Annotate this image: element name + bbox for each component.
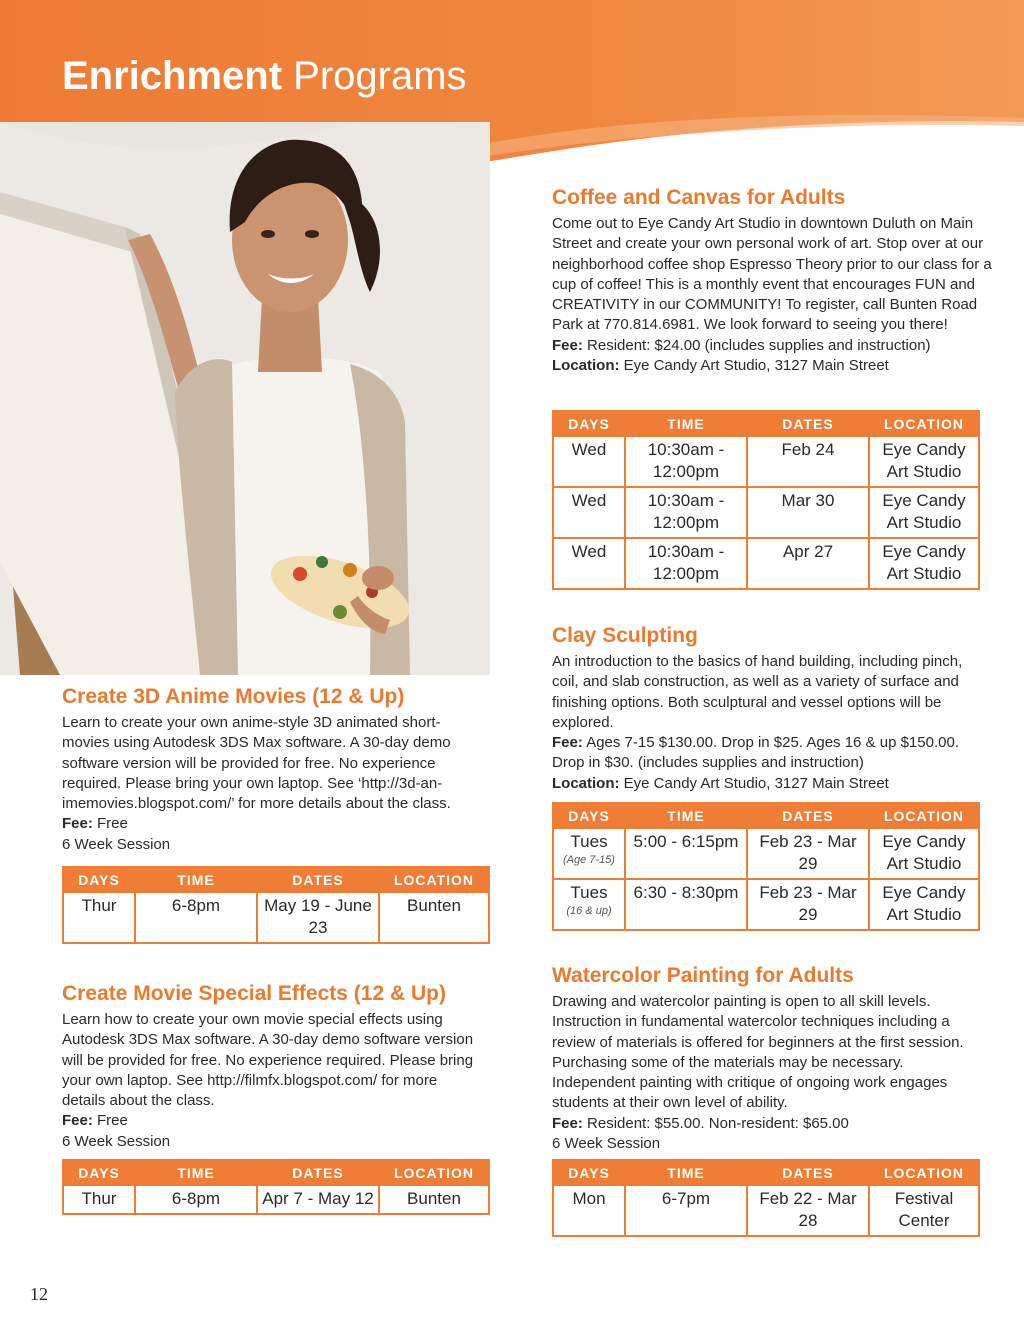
cell-days-note: (16 & up)	[566, 905, 612, 917]
cell-time: 6-8pm	[135, 1185, 257, 1214]
column-header-dates: DATES	[747, 803, 869, 828]
location-label: Location:	[552, 774, 620, 792]
fee-label: Fee:	[552, 734, 583, 752]
coffee-canvas-location	[552, 356, 992, 376]
clay-sculpting-location	[552, 774, 992, 794]
location-value: Eye Candy Art Studio, 3127 Main Street	[623, 774, 889, 792]
cell-location: Eye Candy Art Studio	[869, 828, 979, 879]
table-header-row	[63, 867, 489, 892]
special-effects-schedule-table	[62, 1159, 490, 1215]
fee-value: Free	[97, 815, 128, 833]
clay-sculpting-section	[552, 623, 992, 794]
column-header-location: LOCATION	[869, 1160, 979, 1185]
fee-value: Free	[97, 1112, 128, 1130]
cell-time: 5:00 - 6:15pm	[625, 828, 747, 879]
location-value: Eye Candy Art Studio, 3127 Main Street	[623, 357, 889, 375]
cell-location: Bunten	[379, 892, 489, 943]
watercolor-fee	[552, 1114, 982, 1134]
column-header-location: LOCATION	[379, 1160, 489, 1185]
cell-time: 6-7pm	[625, 1185, 747, 1236]
column-header-location: LOCATION	[379, 867, 489, 892]
table-row	[553, 436, 979, 487]
column-header-time: TIME	[135, 867, 257, 892]
page-title-bold: Enrichment	[62, 54, 283, 98]
table-header-row	[63, 1160, 489, 1185]
table-row	[553, 538, 979, 589]
cell-days: Wed	[553, 487, 625, 538]
cell-days: Mon	[553, 1185, 625, 1236]
table-row	[553, 487, 979, 538]
cell-dates: Mar 30	[747, 487, 869, 538]
coffee-canvas-title: Coffee and Canvas for Adults	[552, 186, 846, 209]
column-header-time: TIME	[625, 1160, 747, 1185]
special-effects-description: Learn how to create your own movie special effects using Autodesk 3DS Max software. A 30-day demo software version will be provided for free. No experience required. Please bring your own laptop. See http://filmfx.blogspot.com/ for more details about the class.	[62, 1011, 474, 1110]
column-header-location: LOCATION	[869, 411, 979, 436]
column-header-days: DAYS	[553, 803, 625, 828]
cell-time: 6:30 - 8:30pm	[625, 879, 747, 930]
clay-sculpting-schedule-table	[552, 802, 980, 931]
column-header-days: DAYS	[553, 411, 625, 436]
column-header-time: TIME	[135, 1160, 257, 1185]
cell-location: Eye Candy Art Studio	[869, 436, 979, 487]
cell-dates: Feb 24	[747, 436, 869, 487]
cell-location: Eye Candy Art Studio	[869, 538, 979, 589]
clay-sculpting-description: An introduction to the basics of hand building, including pinch, coil, and slab construction, as well as a variety of surface and finishing options. Both sculptural and vessel options will be explored.	[552, 653, 963, 731]
fee-label: Fee:	[552, 1114, 583, 1132]
fee-label: Fee:	[552, 336, 583, 354]
watercolor-section	[552, 963, 982, 1154]
cell-days-value: Tues	[570, 832, 608, 851]
column-header-days: DAYS	[553, 1160, 625, 1185]
cell-location: Eye Candy Art Studio	[869, 879, 979, 930]
watercolor-session: 6 Week Session	[552, 1135, 661, 1153]
cell-dates: Apr 7 - May 12	[257, 1185, 379, 1214]
cell-dates: Feb 22 - Mar 28	[747, 1185, 869, 1236]
page-number: 12	[30, 1284, 48, 1304]
cell-location: Festival Center	[869, 1185, 979, 1236]
column-header-dates: DATES	[257, 867, 379, 892]
table-header-row	[553, 803, 979, 828]
coffee-canvas-schedule-table	[552, 410, 980, 590]
column-header-dates: DATES	[257, 1160, 379, 1185]
column-header-time: TIME	[625, 411, 747, 436]
cell-days: Wed	[553, 436, 625, 487]
clay-sculpting-fee	[552, 733, 992, 774]
special-effects-fee	[62, 1111, 498, 1131]
fee-value: Resident: $55.00. Non-resident: $65.00	[587, 1114, 849, 1132]
cell-days	[553, 828, 625, 879]
column-header-time: TIME	[625, 803, 747, 828]
watercolor-schedule-table	[552, 1159, 980, 1237]
table-header-row	[553, 1160, 979, 1185]
cell-days	[553, 879, 625, 930]
page-title	[62, 52, 467, 100]
special-effects-title: Create Movie Special Effects (12 & Up)	[62, 982, 446, 1005]
watercolor-title: Watercolor Painting for Adults	[552, 964, 854, 987]
column-header-dates: DATES	[747, 1160, 869, 1185]
anime-movies-fee	[62, 814, 482, 834]
anime-movies-title: Create 3D Anime Movies (12 & Up)	[62, 685, 405, 708]
table-row	[553, 879, 979, 930]
column-header-days: DAYS	[63, 867, 135, 892]
painter-photo	[0, 122, 490, 675]
table-row	[63, 892, 489, 943]
special-effects-session: 6 Week Session	[62, 1132, 171, 1150]
coffee-canvas-description: Come out to Eye Candy Art Studio in downtown Duluth on Main Street and create your own personal work of art. Stop over at our neighborhood coffee shop Espresso Theory prior to our class for a cup of coffee! This is a monthly event that encourages FUN and CREATIVITY in our COMMUNITY! To register, call Bunten Road Park at 770.814.6981. We look forward to seeing you there!	[552, 215, 992, 334]
anime-movies-schedule-table	[62, 866, 490, 944]
column-header-days: DAYS	[63, 1160, 135, 1185]
cell-location: Eye Candy Art Studio	[869, 487, 979, 538]
table-row	[553, 828, 979, 879]
fee-label: Fee:	[62, 1112, 93, 1130]
cell-days: Thur	[63, 1185, 135, 1214]
column-header-dates: DATES	[747, 411, 869, 436]
fee-label: Fee:	[62, 815, 93, 833]
cell-days-value: Tues	[570, 883, 608, 902]
cell-dates: Feb 23 - Mar 29	[747, 879, 869, 930]
cell-dates: May 19 - June 23	[257, 892, 379, 943]
special-effects-section	[62, 981, 498, 1152]
fee-value: Ages 7-15 $130.00. Drop in $25. Ages 16 & up $150.00. Drop in $30. (includes supplies and instruction)	[552, 734, 959, 772]
location-label: Location:	[552, 357, 620, 375]
cell-location: Bunten	[379, 1185, 489, 1214]
cell-time: 10:30am - 12:00pm	[625, 538, 747, 589]
cell-days: Wed	[553, 538, 625, 589]
anime-movies-session: 6 Week Session	[62, 835, 171, 853]
cell-time: 10:30am - 12:00pm	[625, 487, 747, 538]
anime-movies-description: Learn to create your own anime-style 3D animated short-movies using Autodesk 3DS Max software. A 30-day demo software version will be provided for free. No experience required. Please bring your own laptop. See ‘http://3d-an-imemovies.blogspot.com/’ for more details about the class.	[62, 714, 451, 813]
table-row	[553, 1185, 979, 1236]
watercolor-description: Drawing and watercolor painting is open to all skill levels. Instruction in fundamental watercolor techniques including a review of materials is offered for beginners at the first session. Purchasing some of the materials may be necessary. Independent painting with critique of ongoing work engages students at their own level of ability.	[552, 993, 964, 1112]
clay-sculpting-title: Clay Sculpting	[552, 624, 698, 647]
cell-days-note: (Age 7-15)	[563, 854, 615, 866]
table-row	[63, 1185, 489, 1214]
cell-time: 6-8pm	[135, 892, 257, 943]
anime-movies-section	[62, 684, 482, 855]
coffee-canvas-fee	[552, 336, 992, 356]
column-header-location: LOCATION	[869, 803, 979, 828]
cell-time: 10:30am - 12:00pm	[625, 436, 747, 487]
cell-days: Thur	[63, 892, 135, 943]
page-title-regular: Programs	[293, 54, 467, 98]
table-header-row	[553, 411, 979, 436]
coffee-canvas-section	[552, 185, 992, 376]
fee-value: Resident: $24.00 (includes supplies and instruction)	[587, 336, 931, 354]
cell-dates: Feb 23 - Mar 29	[747, 828, 869, 879]
cell-dates: Apr 27	[747, 538, 869, 589]
